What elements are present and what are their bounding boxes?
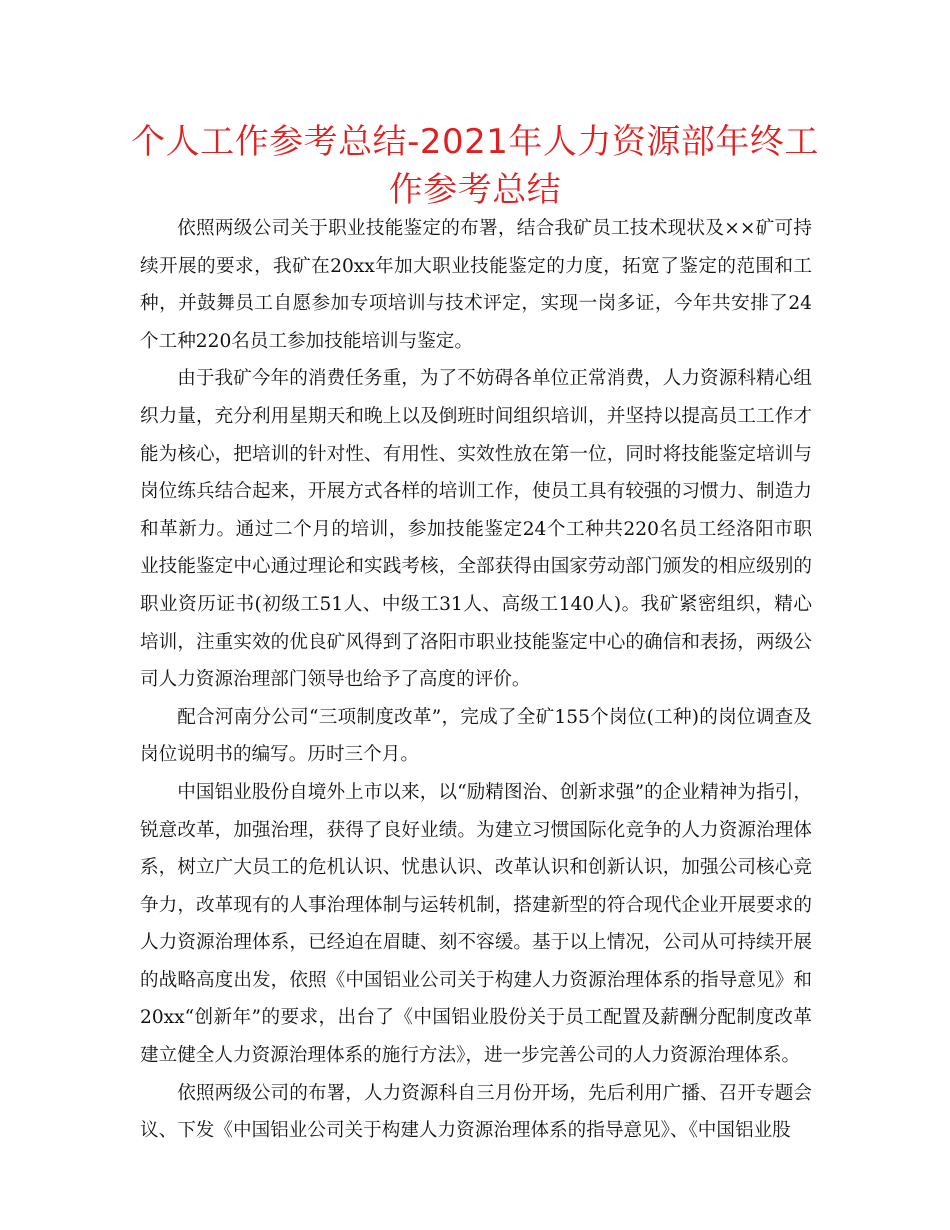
paragraph: 配合河南分公司“三项制度改革”，完成了全矿155个岗位(工种)的岗位调查及岗位说明书的编写。历时三个月。 (140, 706, 812, 766)
document-title: 个人工作参考总结-2021年人力资源部年终工作参考总结 (131, 122, 819, 210)
paragraph: 依照两级公司关于职业技能鉴定的布署，结合我矿员工技术现状及××矿可持续开展的要求，我矿在20xx年加大职业技能鉴定的力度，拓宽了鉴定的范围和工种，并鼓舞员工自愿参加专项培训与技术评定，实现一岗多证，今年共安排了24个工种220名员工参加技能培训与鉴定。 (140, 218, 812, 352)
paragraph: 依照两级公司的布署，人力资源科自三月份开场，先后利用广播、召开专题会议、下发《中国铝业公司关于构建人力资源治理体系的指导意见》、《中国铝业股 (140, 1082, 812, 1142)
document-body (140, 210, 812, 1150)
paragraph: 由于我矿今年的消费任务重，为了不妨碍各单位正常消费，人力资源科精心组织力量，充分利用星期天和晚上以及倒班时间组织培训，并坚持以提高员工工作才能为核心，把培训的针对性、有用性、实效性放在第一位，同时将技能鉴定培训与岗位练兵结合起来，开展方式各样的培训工作，使员工具有较强的习惯力、制造力和革新力。通过二个月的培训，参加技能鉴定24个工种共220名员工经洛阳市职业技能鉴定中心通过理论和实践考核，全部获得由国家劳动部门颁发的相应级别的职业资历证书(初级工51人、中级工31人、高级工140人)。我矿紧密组织，精心培训，注重实效的优良矿风得到了洛阳市职业技能鉴定中心的确信和表扬，两级公司人力资源治理部门领导也给予了高度的评价。 (140, 368, 812, 691)
paragraph: 中国铝业股份自境外上市以来，以“励精图治、创新求强”的企业精神为指引，锐意改革，加强治理，获得了良好业绩。为建立习惯国际化竞争的人力资源治理体系，树立广大员工的危机认识、忧患认识、改革认识和创新认识，加强公司核心竞争力，改革现有的人事治理体制与运转机制，搭建新型的符合现代企业开展要求的人力资源治理体系，已经迫在眉睫、刻不容缓。基于以上情况，公司从可持续开展的战略高度出发，依照《中国铝业公司关于构建人力资源治理体系的指导意见》和20xx“创新年”的要求，出台了《中国铝业股份关于员工配置及薪酬分配制度改革建立健全人力资源治理体系的施行方法》，进一步完善公司的人力资源治理体系。 (140, 781, 812, 1067)
